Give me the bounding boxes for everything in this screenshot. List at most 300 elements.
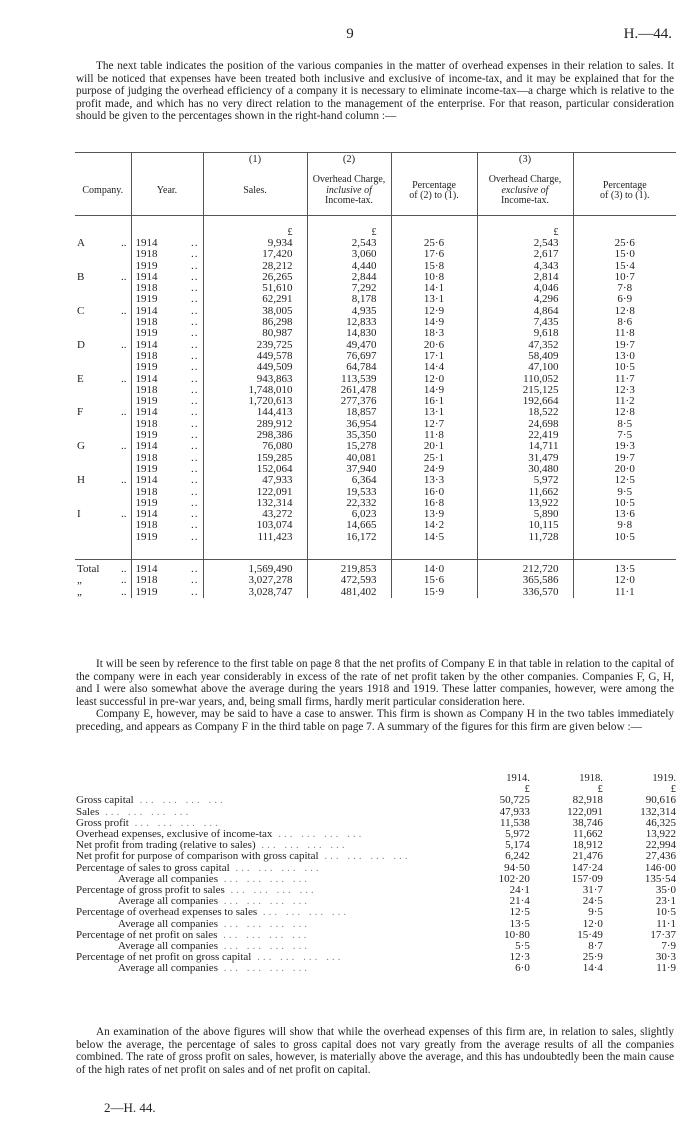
overhead-inclusive-cell: 14,830	[307, 328, 391, 339]
summary-value: 146·00	[644, 861, 676, 874]
header-line: Overhead Charge,	[312, 174, 386, 186]
currency-symbol: £	[477, 216, 573, 239]
percentage-exclusive-cell: 8·5	[617, 417, 633, 430]
summary-value: 22,994	[645, 839, 676, 852]
leader-dots: ..	[191, 563, 199, 576]
summary-value: 5,972	[505, 828, 530, 841]
overhead-exclusive-cell: 10,115	[477, 520, 573, 531]
header-line: of (2) to (1).	[409, 190, 459, 201]
percentage-inclusive-cell: 20·6	[391, 340, 477, 351]
percentage-exclusive-cell: 10·5	[614, 496, 635, 509]
summary-value: 47,933	[499, 805, 530, 818]
summary-label: Sales	[76, 805, 100, 818]
header-line: Income-tax.	[500, 195, 550, 207]
summary-value: 14·4	[582, 962, 603, 975]
summary-value: 25·9	[582, 951, 603, 964]
percentage-inclusive-cell: 17·1	[391, 351, 477, 362]
leader-dots: ..	[121, 270, 127, 283]
overhead-inclusive-cell: 472,593	[307, 575, 391, 586]
leader-dots: ..	[121, 304, 127, 317]
summary-value: 46,325	[645, 816, 676, 829]
overhead-exclusive-cell: 7,435	[477, 317, 573, 328]
overhead-inclusive-cell: 261,478	[307, 385, 391, 396]
leader-dots: ..	[191, 316, 199, 329]
year-value: 1919	[135, 395, 158, 408]
percentage-exclusive-cell: 6·9	[617, 293, 633, 306]
percentage-exclusive-cell: 11·7	[614, 372, 635, 385]
summary-value: 50,725	[499, 794, 530, 807]
summary-table	[76, 773, 676, 975]
leader-dots: ..	[191, 406, 199, 419]
summary-value: 5·5	[515, 940, 530, 953]
percentage-inclusive-cell: 13·1	[391, 407, 477, 418]
leader-dots: ..	[191, 327, 199, 340]
year-cell	[131, 532, 203, 543]
summary-value: 11·1	[656, 917, 676, 930]
leader-dots: ..	[191, 293, 199, 306]
year-value: 1919	[135, 429, 158, 442]
overhead-inclusive-cell: 14,665	[307, 520, 391, 531]
percentage-exclusive-cell: 19·7	[614, 338, 635, 351]
year-value: 1919	[135, 293, 158, 306]
overhead-table	[75, 152, 676, 598]
summary-value: 135·54	[644, 872, 676, 885]
leader-dots: ... ... ... ...	[224, 884, 317, 897]
percentage-inclusive-cell: 18·3	[391, 328, 477, 339]
currency-symbol: £	[670, 784, 676, 796]
overhead-exclusive-cell: 5,890	[477, 509, 573, 520]
leader-dots: ..	[191, 383, 199, 396]
summary-year: 1919.	[652, 773, 676, 784]
year-value: 1919	[135, 361, 158, 374]
summary-value: 12·5	[509, 906, 530, 919]
percentage-inclusive-cell: 14·9	[391, 317, 477, 328]
leader-dots: ..	[191, 485, 199, 498]
leader-dots: ..	[121, 372, 127, 385]
overhead-exclusive-cell: 11,662	[477, 487, 573, 498]
percentage-inclusive-cell: 20·1	[391, 441, 477, 452]
year-value: 1919	[135, 462, 158, 475]
summary-label: Average all companies	[118, 940, 218, 953]
summary-year: 1918.	[579, 773, 603, 784]
year-value: 1914	[135, 270, 158, 283]
overhead-exclusive-cell: 9,618	[477, 328, 573, 339]
year-cell	[131, 560, 203, 576]
percentage-inclusive-cell: 16·8	[391, 498, 477, 509]
year-value: 1918	[135, 574, 158, 587]
overhead-inclusive-cell: 277,376	[307, 396, 391, 407]
summary-value: 38,746	[572, 816, 603, 829]
summary-value: 94·50	[504, 861, 530, 874]
year-value: 1918	[135, 383, 158, 396]
leader-dots: ... ... ... ...	[229, 861, 322, 874]
header-overhead-inclusive	[307, 167, 391, 216]
percentage-inclusive-cell: 15·6	[391, 575, 477, 586]
company-value: Total	[77, 563, 100, 576]
leader-dots: ..	[191, 259, 199, 272]
sales-cell: 3,028,747	[203, 587, 307, 598]
company-value: C	[77, 304, 85, 317]
percentage-exclusive-cell: 15·4	[614, 259, 635, 272]
overhead-inclusive-cell: 35,350	[307, 430, 391, 441]
header-line: Percentage	[412, 179, 456, 191]
overhead-exclusive-cell: 24,698	[477, 419, 573, 430]
year-value: 1914	[135, 440, 158, 453]
sales-cell: 9,934	[203, 238, 307, 249]
summary-value: 21·4	[509, 895, 530, 908]
percentage-inclusive-cell: 14·4	[391, 362, 477, 373]
summary-value: 12·0	[582, 917, 603, 930]
percentage-exclusive-cell: 12·3	[614, 383, 635, 396]
company-cell	[75, 475, 131, 486]
percentage-inclusive-cell: 16·1	[391, 396, 477, 407]
header-percentage-2-to-1	[391, 167, 477, 216]
percentage-inclusive-cell: 15·8	[391, 261, 477, 272]
summary-value: 122,091	[567, 805, 603, 818]
percentage-inclusive-cell: 17·6	[391, 249, 477, 260]
year-value: 1919	[135, 585, 158, 598]
overhead-inclusive-cell: 49,470	[307, 340, 391, 351]
summary-label: Percentage of sales to gross capital	[76, 861, 230, 874]
sales-cell: 103,074	[203, 520, 307, 531]
company-value: H	[77, 474, 85, 487]
overhead-inclusive-cell: 6,364	[307, 475, 391, 486]
summary-value: 90,616	[645, 794, 676, 807]
sales-cell: 449,578	[203, 351, 307, 362]
company-cell	[75, 520, 131, 531]
percentage-exclusive-cell: 10·5	[614, 361, 635, 374]
percentage-inclusive-cell: 14·9	[391, 385, 477, 396]
sales-cell: 76,080	[203, 441, 307, 452]
sales-cell: 144,413	[203, 407, 307, 418]
percentage-inclusive-cell: 14·1	[391, 283, 477, 294]
leader-dots: ..	[191, 496, 199, 509]
overhead-inclusive-cell: 64,784	[307, 362, 391, 373]
company-cell	[75, 407, 131, 418]
overhead-inclusive-cell: 6,023	[307, 509, 391, 520]
leader-dots: ..	[121, 585, 127, 598]
percentage-inclusive-cell: 12·7	[391, 419, 477, 430]
leader-dots: ... ... ... ...	[251, 951, 344, 964]
paragraph-company-e: It will be seen by reference to the first table on page 8 that the net profits of Company E in that table in relation to the capital of the company were in each year considerably in excess of the rate of net profit taken by the other companies. Companies F, G, H, and I were also somewhat above the average during the years 1918 and 1919. These latter companies, however, were among the least successful in pre-war years, and, being small firms, hardly merit particular consideration here.	[76, 658, 674, 708]
leader-dots: ... ... ... ...	[217, 895, 310, 908]
col-number: (3)	[477, 153, 573, 168]
summary-label: Percentage of net profit on gross capital	[76, 951, 252, 964]
overhead-exclusive-cell: 336,570	[477, 587, 573, 598]
summary-value: 23·1	[655, 895, 676, 908]
summary-label: Net profit for purpose of comparison with gross capital	[76, 850, 319, 863]
col-number	[573, 153, 676, 168]
total-row	[75, 587, 676, 598]
summary-label: Net profit from trading (relative to sales)	[76, 839, 256, 852]
table-row	[75, 249, 676, 260]
leader-dots: ... ... ... ...	[257, 906, 350, 919]
overhead-inclusive-cell: 22,332	[307, 498, 391, 509]
leader-dots: ..	[191, 349, 199, 362]
year-value: 1918	[135, 316, 158, 329]
year-value: 1914	[135, 237, 158, 249]
company-cell	[75, 575, 131, 586]
total-row	[75, 575, 676, 586]
summary-label: Overhead expenses, exclusive of income-tax	[76, 828, 273, 841]
overhead-exclusive-cell: 13,922	[477, 498, 573, 509]
sales-cell: 122,091	[203, 487, 307, 498]
summary-label: Percentage of net profit on sales	[76, 928, 218, 941]
sales-cell: 17,420	[203, 249, 307, 260]
company-cell	[75, 560, 131, 576]
overhead-inclusive-cell: 19,533	[307, 487, 391, 498]
percentage-inclusive-cell: 12·9	[391, 306, 477, 317]
percentage-exclusive-cell: 13·6	[614, 508, 635, 521]
leader-dots: ..	[191, 440, 199, 453]
overhead-inclusive-cell: 2,543	[307, 238, 391, 249]
company-cell	[75, 453, 131, 464]
overhead-inclusive-cell: 3,060	[307, 249, 391, 260]
summary-value: 31·7	[582, 884, 603, 897]
summary-value: 11,538	[499, 816, 530, 829]
leader-dots: ... ... ... ...	[272, 828, 365, 841]
intro-paragraph	[76, 60, 674, 123]
summary-value: 13,922	[645, 828, 676, 841]
summary-value: 13·5	[509, 917, 530, 930]
summary-label: Average all companies	[118, 895, 218, 908]
company-cell	[75, 306, 131, 317]
summary-value: 82,918	[572, 794, 603, 807]
sales-cell: 1,720,613	[203, 396, 307, 407]
overhead-exclusive-cell: 192,664	[477, 396, 573, 407]
percentage-exclusive-cell: 11·2	[614, 395, 635, 408]
summary-value: 6·0	[515, 962, 530, 975]
overhead-inclusive-cell: 18,857	[307, 407, 391, 418]
overhead-inclusive-cell: 7,292	[307, 283, 391, 294]
summary-value: 9·5	[588, 906, 603, 919]
overhead-inclusive-cell: 2,844	[307, 272, 391, 283]
percentage-exclusive-cell: 12·5	[614, 474, 635, 487]
leader-dots: ..	[121, 338, 127, 351]
percentage-inclusive-cell: 13·9	[391, 509, 477, 520]
leader-dots: ..	[191, 395, 199, 408]
summary-value: 11,662	[573, 828, 603, 841]
summary-value: 27,436	[645, 850, 676, 863]
total-row	[75, 560, 676, 576]
summary-value: 102·20	[498, 872, 530, 885]
currency-symbol: £	[524, 784, 530, 796]
percentage-exclusive-cell: 11·8	[614, 327, 635, 340]
leader-dots: ... ... ... ...	[99, 805, 192, 818]
leader-dots: ..	[191, 574, 199, 587]
overhead-inclusive-cell: 15,278	[307, 441, 391, 452]
sales-cell: 449,509	[203, 362, 307, 373]
percentage-inclusive-cell: 10·8	[391, 272, 477, 283]
sales-cell: 26,265	[203, 272, 307, 283]
summary-value: 10·5	[655, 906, 676, 919]
overhead-exclusive-cell: 2,814	[477, 272, 573, 283]
leader-dots: ..	[191, 270, 199, 283]
overhead-inclusive-cell: 16,172	[307, 532, 391, 543]
percentage-exclusive-cell: 10·7	[614, 270, 635, 283]
sales-cell: 38,005	[203, 306, 307, 317]
year-value: 1919	[135, 259, 158, 272]
table-row	[75, 328, 676, 339]
overhead-exclusive-cell: 4,296	[477, 294, 573, 305]
percentage-inclusive-cell: 14·0	[391, 560, 477, 576]
summary-label: Gross profit	[76, 816, 129, 829]
overhead-inclusive-cell: 4,440	[307, 261, 391, 272]
footer-signature: 2—H. 44.	[104, 1100, 156, 1115]
overhead-exclusive-cell: 22,419	[477, 430, 573, 441]
percentage-exclusive-cell: 11·1	[614, 585, 635, 598]
sales-cell: 943,863	[203, 374, 307, 385]
company-value: I	[77, 508, 81, 521]
summary-label: Gross capital	[76, 794, 134, 807]
overhead-exclusive-cell: 2,543	[477, 238, 573, 249]
company-cell	[75, 532, 131, 543]
overhead-exclusive-cell: 14,711	[477, 441, 573, 452]
header-year: Year.	[131, 167, 203, 216]
company-cell	[75, 374, 131, 385]
overhead-inclusive-cell: 4,935	[307, 306, 391, 317]
col-number: (2)	[307, 153, 391, 168]
discussion-paragraphs	[76, 658, 674, 734]
summary-value: 30·3	[655, 951, 676, 964]
table-row	[75, 532, 676, 543]
overhead-exclusive-cell: 5,972	[477, 475, 573, 486]
document-reference: H.—44.	[623, 26, 672, 42]
percentage-exclusive-cell: 8·6	[617, 316, 633, 329]
leader-dots: ..	[191, 237, 199, 249]
summary-label: Percentage of gross profit to sales	[76, 884, 225, 897]
overhead-exclusive-cell: 4,046	[477, 283, 573, 294]
year-value: 1914	[135, 372, 158, 385]
overhead-inclusive-cell: 76,697	[307, 351, 391, 362]
company-cell	[75, 509, 131, 520]
percentage-inclusive-cell: 11·8	[391, 430, 477, 441]
sales-cell: 239,725	[203, 340, 307, 351]
leader-dots: ... ... ... ...	[318, 850, 411, 863]
table-row	[75, 475, 676, 486]
summary-value: 8·7	[588, 940, 603, 953]
overhead-exclusive-cell: 58,409	[477, 351, 573, 362]
overhead-inclusive-cell: 36,954	[307, 419, 391, 430]
sales-cell: 80,987	[203, 328, 307, 339]
percentage-inclusive-cell: 25·1	[391, 453, 477, 464]
overhead-inclusive-cell: 37,940	[307, 464, 391, 475]
year-value: 1918	[135, 349, 158, 362]
sales-cell: 51,610	[203, 283, 307, 294]
intro-text: The next table indicates the position of the various companies in the matter of overhead expenses in their relation to sales. It will be noticed that expenses have been treated both inclusive and exclusive of income-tax, and it may be explained that for the purpose of judging the overhead efficiency of a company it is necessary to eliminate income-tax—a charge which is relative to the profit made, and which has no very direct relation to the management of the enterprise. For that reason, particular consideration should be given to the percentages shown in the right-hand column :—	[76, 60, 674, 123]
leader-dots: ..	[121, 237, 127, 249]
col-number: (1)	[203, 153, 307, 168]
leader-dots: ... ... ... ...	[217, 962, 310, 975]
leader-dots: ..	[191, 429, 199, 442]
leader-dots: ... ... ... ...	[255, 839, 348, 852]
overhead-exclusive-cell: 30,480	[477, 464, 573, 475]
year-value: 1918	[135, 282, 158, 295]
overhead-exclusive-cell: 2,617	[477, 249, 573, 260]
summary-label-cell	[76, 963, 462, 974]
leader-dots: ..	[121, 574, 127, 587]
company-value: A	[77, 237, 85, 249]
year-value: 1919	[135, 496, 158, 509]
company-value: D	[77, 338, 85, 351]
leader-dots: ..	[121, 474, 127, 487]
summary-value: 24·5	[582, 895, 603, 908]
summary-value: 15·49	[577, 928, 603, 941]
summary-value: 11·9	[656, 962, 676, 975]
sales-cell: 47,933	[203, 475, 307, 486]
company-cell	[75, 385, 131, 396]
sales-cell: 132,314	[203, 498, 307, 509]
percentage-exclusive-cell: 12·8	[614, 304, 635, 317]
header-line: exclusive of	[501, 184, 549, 196]
conclusion-text: An examination of the above figures will show that while the overhead expenses of this firm are, in relation to sales, slightly below the average, the percentage of sales to gross capital does not vary greatly from the average results of all the companies combined. The rate of gross profit on sales, however, is materially above the average, and this has undoubtedly been the main cause of the high rates of net profit on sales and of net profit on capital.	[76, 1026, 674, 1076]
year-value: 1914	[135, 508, 158, 521]
summary-value: 24·1	[509, 884, 530, 897]
overhead-exclusive-cell: 47,352	[477, 340, 573, 351]
leader-dots: ... ... ... ...	[217, 872, 310, 885]
company-cell	[75, 487, 131, 498]
overhead-exclusive-cell: 212,720	[477, 560, 573, 576]
company-cell	[75, 272, 131, 283]
header-row	[75, 167, 676, 216]
percentage-inclusive-cell: 14·2	[391, 520, 477, 531]
summary-value: 18,912	[572, 839, 603, 852]
summary-label: Percentage of overhead expenses to sales	[76, 906, 258, 919]
year-value: 1919	[135, 327, 158, 340]
company-cell	[75, 441, 131, 452]
summary-label: Average all companies	[118, 962, 218, 975]
overhead-exclusive-cell: 31,479	[477, 453, 573, 464]
summary-value: 7·9	[661, 940, 676, 953]
percentage-exclusive-cell: 20·0	[614, 462, 635, 475]
year-value: 1914	[135, 304, 158, 317]
overhead-exclusive-cell: 18,522	[477, 407, 573, 418]
percentage-inclusive-cell: 16·0	[391, 487, 477, 498]
header-company: Company.	[75, 167, 131, 216]
company-cell	[75, 351, 131, 362]
overhead-inclusive-cell: 113,539	[307, 374, 391, 385]
leader-dots: ..	[191, 304, 199, 317]
year-value: 1919	[135, 530, 158, 543]
summary-value: 132,314	[640, 805, 676, 818]
spacer-row	[75, 543, 676, 560]
currency-row	[75, 216, 676, 239]
summary-value: 12·3	[509, 951, 530, 964]
header-line: of (3) to (1).	[600, 190, 650, 201]
year-value: 1918	[135, 451, 158, 464]
summary-body	[76, 795, 676, 974]
leader-dots: ..	[191, 282, 199, 295]
percentage-inclusive-cell: 25·6	[391, 238, 477, 249]
overhead-inclusive-cell: 219,853	[307, 560, 391, 576]
percentage-exclusive-cell: 13·0	[614, 349, 635, 362]
sales-cell: 1,569,490	[203, 560, 307, 576]
leader-dots: ... ... ... ...	[128, 816, 221, 829]
leader-dots: ..	[121, 440, 127, 453]
leader-dots: ... ... ... ...	[217, 940, 310, 953]
overhead-exclusive-cell: 4,864	[477, 306, 573, 317]
company-cell	[75, 340, 131, 351]
currency-symbol: £	[597, 784, 603, 796]
sales-cell: 159,285	[203, 453, 307, 464]
sales-cell: 28,212	[203, 261, 307, 272]
sales-cell: 111,423	[203, 532, 307, 543]
sales-cell: 86,298	[203, 317, 307, 328]
leader-dots: ..	[121, 406, 127, 419]
sales-cell: 3,027,278	[203, 575, 307, 586]
company-cell	[75, 249, 131, 260]
conclusion-paragraph	[76, 1026, 674, 1076]
